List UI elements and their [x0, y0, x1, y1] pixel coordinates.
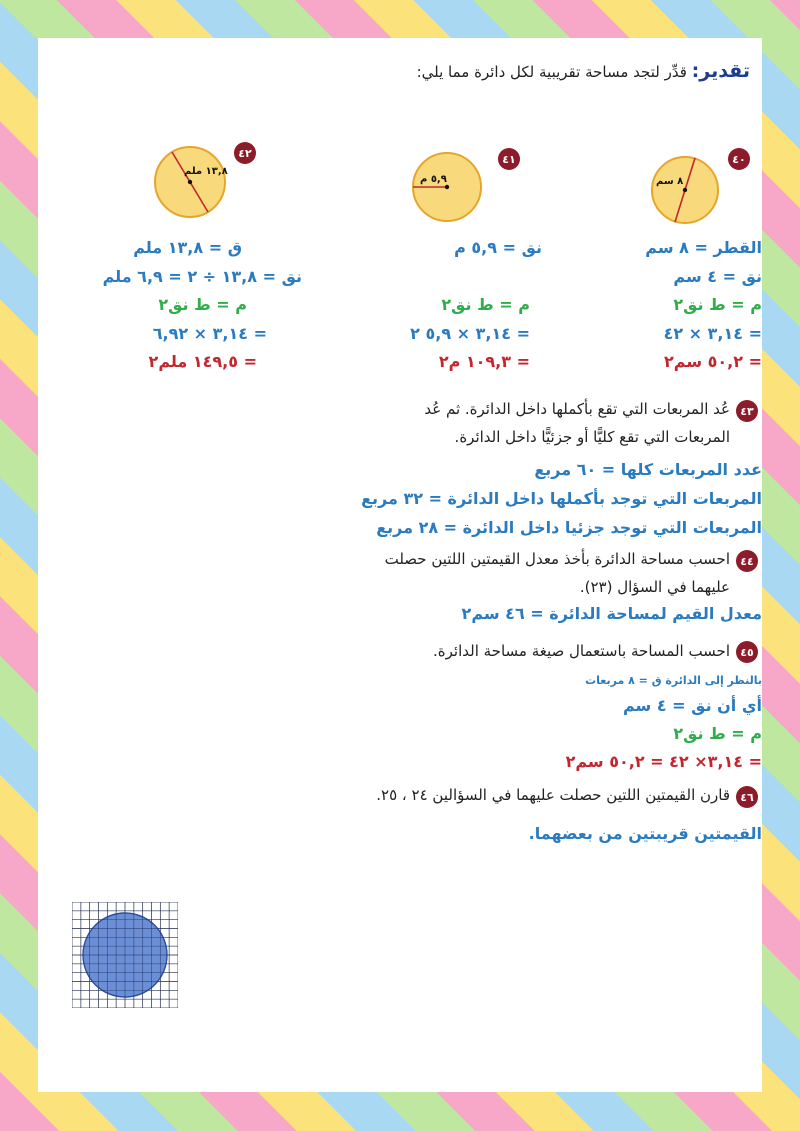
q45-answer-4: = ٣,١٤× ٤٢ = ٥٠,٢ سم٢ [565, 752, 762, 771]
ans-42-formula: م = ط نق٢ [158, 295, 247, 314]
q43-text-1: عُد المربعات التي تقع بأكملها داخل الدائرة. ثم عُد [424, 400, 730, 418]
circle-41-label: ٥,٩ م [420, 174, 447, 185]
header-instruction: قدِّر لتجد مساحة تقريبية لكل دائرة مما يلي: [416, 63, 687, 81]
question-badge-44: ٤٤ [736, 550, 758, 572]
question-badge-40: ٤٠ [728, 148, 750, 170]
q44-text-2: عليهما في السؤال (٢٣). [579, 578, 730, 596]
ans-40-formula: م = ط نق٢ [673, 295, 762, 314]
circle-42-center [188, 180, 192, 184]
question-badge-46: ٤٦ [736, 786, 758, 808]
question-badge-45: ٤٥ [736, 641, 758, 663]
circle-40-center [683, 188, 687, 192]
circle-figure-41 [410, 150, 484, 224]
ans-42-radius: نق = ١٣,٨ ÷ ٢ = ٦,٩ ملم [102, 267, 302, 286]
q44-answer: معدل القيم لمساحة الدائرة = ٤٦ سم٢ [461, 604, 762, 623]
circle-41-center [445, 185, 449, 189]
worksheet-page [38, 38, 762, 1092]
ans-41-formula: م = ط نق٢ [441, 295, 530, 314]
q43-text-2: المربعات التي تقع كليًّا أو جزئيًّا داخل الدائرة. [454, 428, 730, 446]
ans-42-substitution: = ٣,١٤ × ٦,٩٢ [152, 324, 267, 343]
q45-answer-1: بالنظر إلى الدائرة ق = ٨ مربعات [585, 674, 762, 687]
circle-figure-40 [648, 153, 722, 227]
ans-42-diameter: ق = ١٣,٨ ملم [133, 238, 242, 257]
q43-answer-full: المربعات التي توجد بأكملها داخل الدائرة = ٣٢ مربع [361, 489, 762, 508]
ans-41-radius: نق = ٥,٩ م [454, 238, 542, 257]
q45-answer-2: أي أن نق = ٤ سم [622, 696, 762, 715]
header [417, 60, 750, 82]
circle-figure-42 [152, 144, 228, 220]
ans-40-diameter: القطر = ٨ سم [645, 238, 762, 257]
ans-40-result: = ٥٠,٢ سم٢ [664, 352, 762, 371]
header-title: تقدير: [691, 60, 750, 82]
q43-answer-partial: المربعات التي توجد جزئيا داخل الدائرة = ٢٨ مربع [376, 518, 762, 537]
circle-42-label: ١٣,٨ ملم [184, 166, 228, 177]
grid-circle-figure [72, 902, 178, 1008]
q46-text: قارن القيمتين اللتين حصلت عليهما في السؤالين ٢٤ ، ٢٥. [376, 786, 730, 804]
circle-40-label: ٨ سم [656, 176, 684, 187]
q45-answer-3: م = ط نق٢ [673, 724, 762, 743]
question-badge-41: ٤١ [498, 148, 520, 170]
q43-answer-total: عدد المربعات كلها = ٦٠ مربع [534, 460, 762, 479]
question-badge-43: ٤٣ [736, 400, 758, 422]
ans-40-radius: نق = ٤ سم [673, 267, 762, 286]
grid-lines-overlay [72, 902, 178, 1008]
ans-41-result: = ١٠٩,٣ م٢ [438, 352, 530, 371]
q45-text: احسب المساحة باستعمال صيغة مساحة الدائرة. [433, 642, 730, 660]
ans-41-substitution: = ٣,١٤ × ٥,٩ ٢ [410, 324, 530, 343]
ans-42-result: = ١٤٩,٥ ملم٢ [148, 352, 257, 371]
q46-answer: القيمتين قريبتين من بعضهما. [528, 824, 762, 843]
ans-40-substitution: = ٣,١٤ × ٤٢ [663, 324, 762, 343]
question-badge-42: ٤٢ [234, 142, 256, 164]
q44-text-1: احسب مساحة الدائرة بأخذ معدل القيمتين اللتين حصلت [384, 550, 730, 568]
